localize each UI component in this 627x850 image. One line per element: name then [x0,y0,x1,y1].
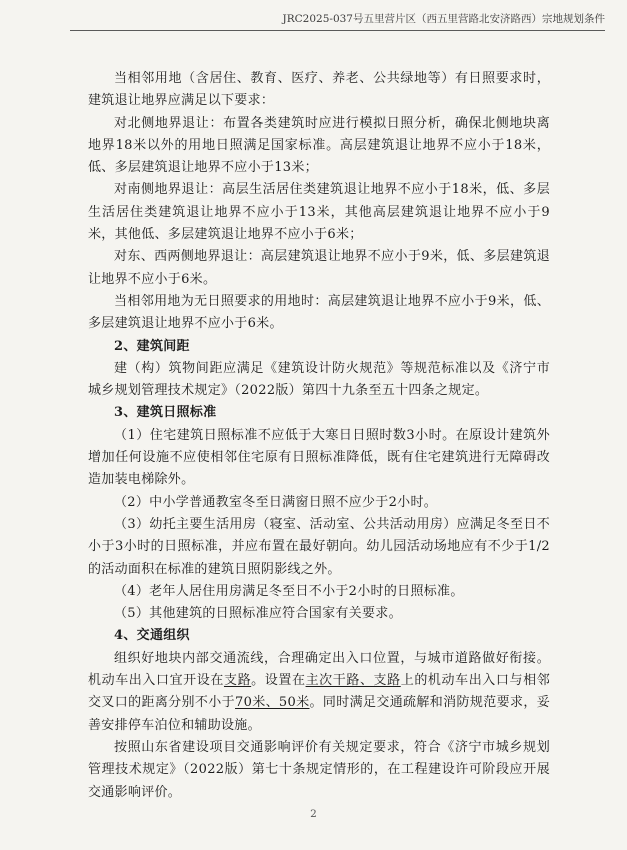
traffic-text-segment: 组织好地块内部交通流线，合理确定出入口位置，与城市道路做好衔接。机动车出入口宜开设在 [88,650,550,689]
traffic-underlined-segment: 支路 [223,673,252,689]
document-body [88,68,550,804]
page-number: 2 [310,808,317,820]
paragraph-sunlight-classroom: （2）中小学普通教室冬至日满窗日照不应少于2小时。 [114,494,438,510]
header-rule [70,30,605,31]
paragraph-no-sunlight-setback: 当相邻用地为无日照要求的用地时：高层建筑退让地界不应小于9米，低、多层建筑退让地界不应小于6米。 [88,293,550,332]
paragraph-north-setback: 对北侧地界退让：布置各类建筑时应进行模拟日照分析，确保北侧地块离地界18米以外的用地日照满足国家标准。高层建筑退让地界不应小于18米，低、多层建筑退让地界不应小于13米； [88,115,550,176]
paragraph-sunlight-elderly: （4）老年人居住用房满足冬至日不小于2小时的日照标准。 [114,583,464,599]
traffic-text-segment: 上的机动车出入口与相邻交叉口的距离分别不小于 [88,673,550,711]
paragraph-sunlight-kindergarten: （3）幼托主要生活用房（寝室、活动室、公共活动用房）应满足冬至日不小于3小时的日照标准，并应布置在最好朝向。幼儿园活动场地应有不少于1/2的活动面积在标准的建筑日照阴影线之外。 [88,516,550,577]
section-heading-building-spacing: 2、建筑间距 [114,338,190,354]
traffic-underlined-segment: 70米、50米 [235,695,310,711]
traffic-text-segment: 。设置在 [251,673,306,689]
section-heading-traffic: 4、交通组织 [114,628,190,644]
paragraph-building-spacing: 建（构）筑物间距应满足《建筑设计防火规范》等规范标准以及《济宁市城乡规划管理技术规定》（2022版）第四十九条至五十四条之规定。 [88,360,550,399]
paragraph-traffic-organization [88,648,550,737]
paragraph-sunlight-residential: （1）住宅建筑日照标准不应低于大寒日日照时数3小时。在原设计建筑外增加任何设施不应使相邻住宅原有日照标准降低，既有住宅建筑进行无障碍改造加装电梯除外。 [88,427,550,488]
paragraph-traffic-impact-assessment: 按照山东省建设项目交通影响评价有关规定要求，符合《济宁市城乡规划管理技术规定》（2022版）第七十条规定情形的，在工程建设许可阶段应开展交通影响评价。 [88,739,550,800]
paragraph-east-west-setback: 对东、西两侧地界退让：高层建筑退让地界不应小于9米，低、多层建筑退让地界不应小于6米。 [88,249,550,287]
paragraph-sunlight-intro: 当相邻用地（含居住、教育、医疗、养老、公共绿地等）有日照要求时，建筑退让地界应满足以下要求： [88,71,550,109]
paragraph-south-setback: 对南侧地界退让：高层生活居住类建筑退让地界不应小于18米，低、多层生活居住类建筑退让地界不应小于13米，其他高层建筑退让地界不应小于9米，其他低、多层建筑退让地界不应小于6米； [88,182,550,243]
traffic-underlined-segment: 主次干路、支路 [305,673,401,689]
page-header: JRC2025-037号五里营片区（西五里营路北安济路西）宗地规划条件 [282,13,605,25]
section-heading-sunlight-standard: 3、建筑日照标准 [114,405,217,421]
traffic-text-segment: 。同时满足交通疏解和消防规范要求，妥善安排停车泊位和辅助设施。 [88,695,550,733]
paragraph-sunlight-other: （5）其他建筑的日照标准应符合国家有关要求。 [114,606,402,622]
